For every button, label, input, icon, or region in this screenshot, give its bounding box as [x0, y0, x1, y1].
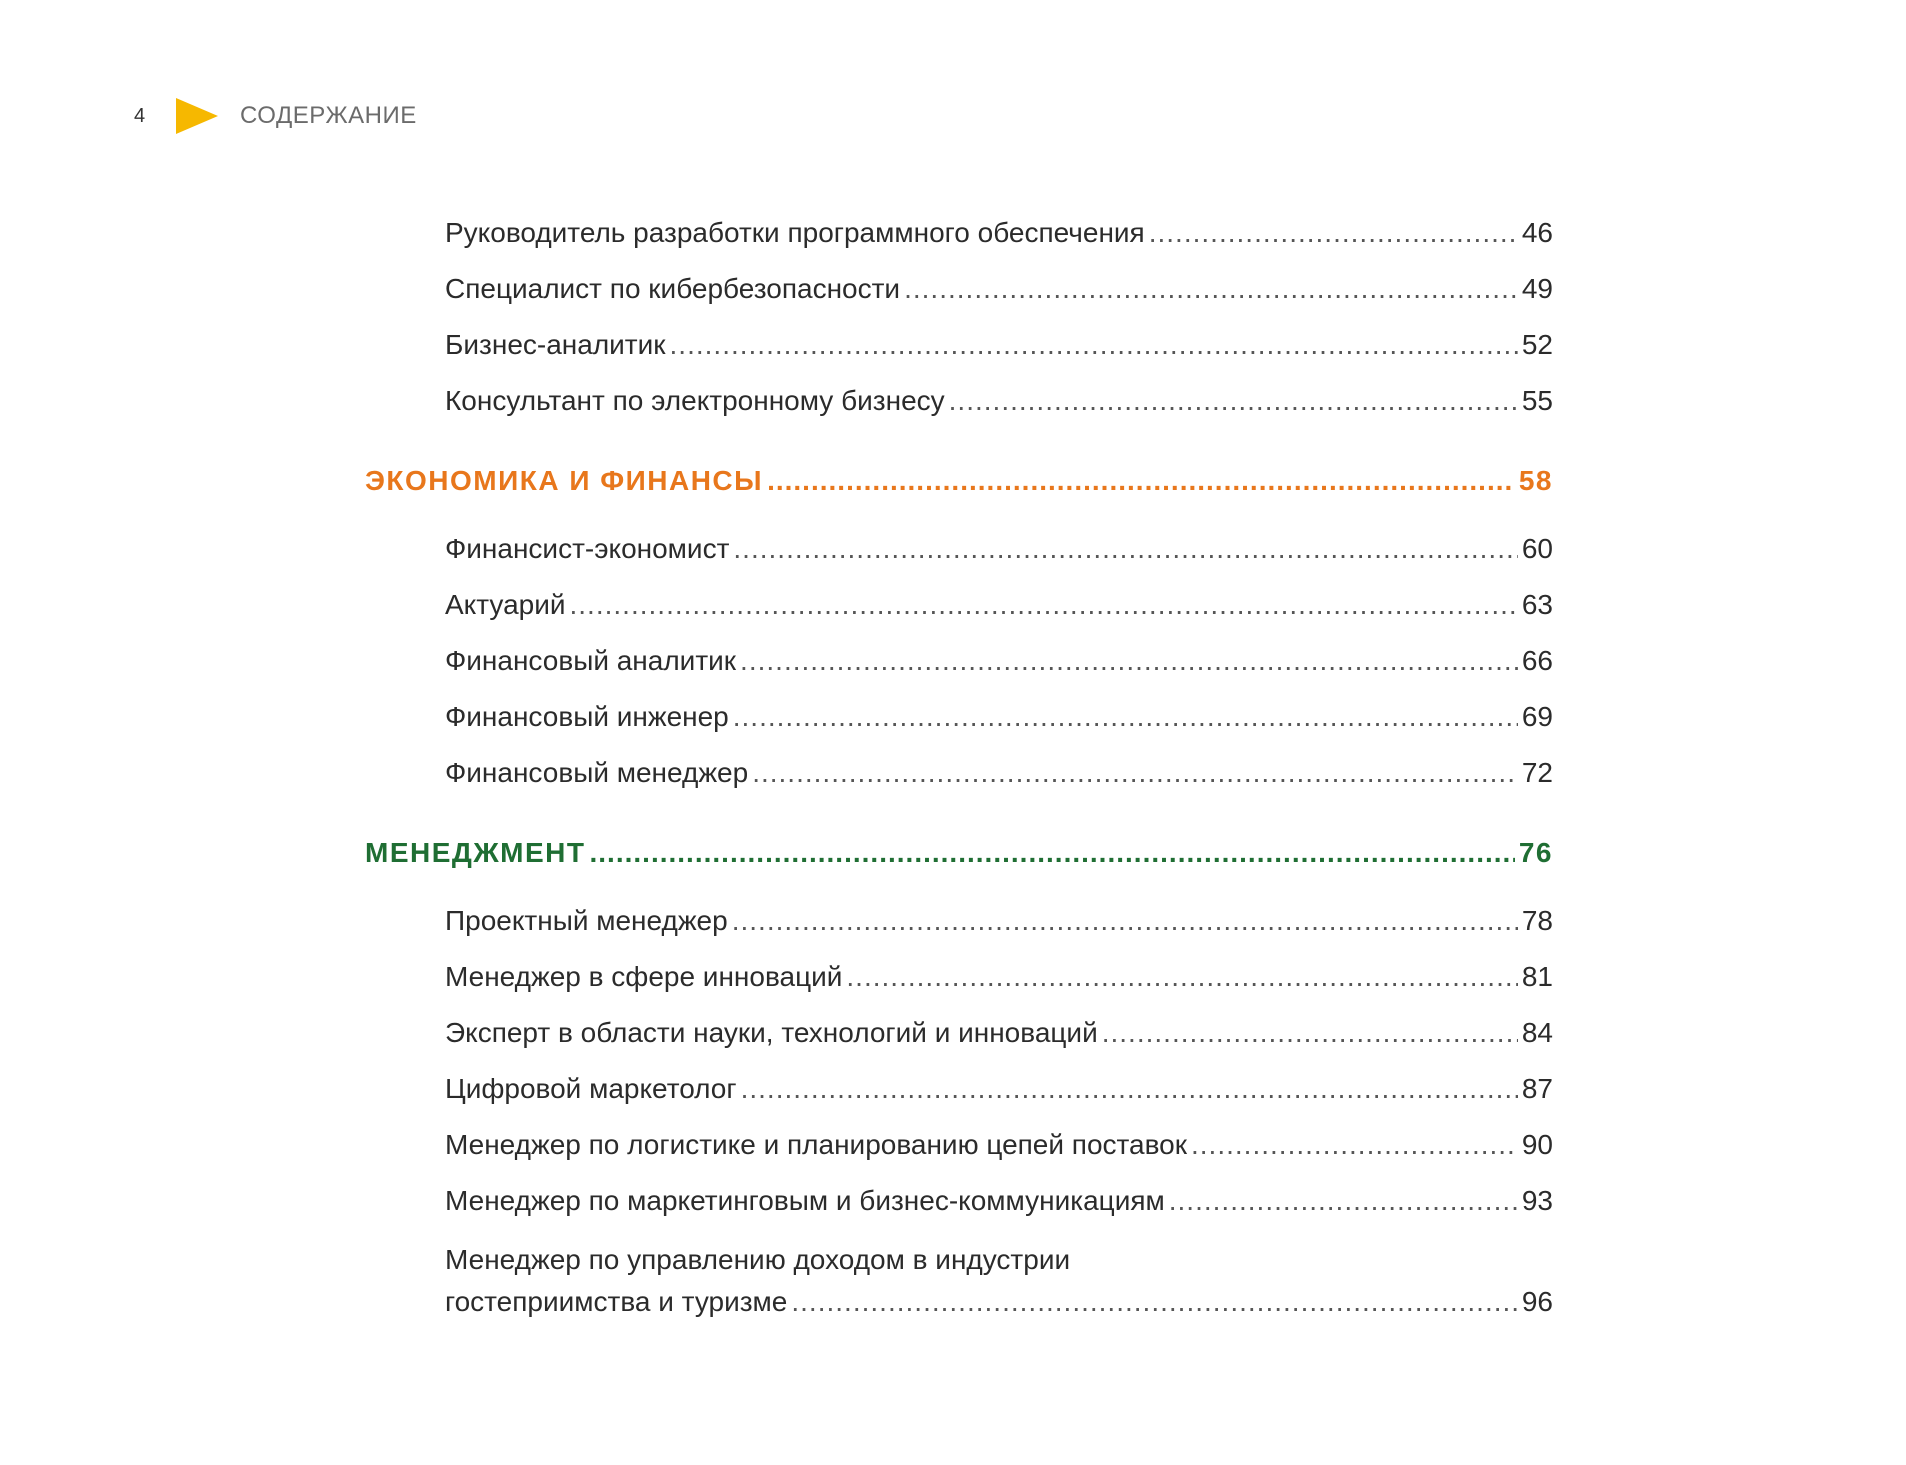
dot-leader: [1102, 1016, 1518, 1050]
section-page: 76: [1518, 837, 1553, 868]
toc-entry[interactable]: [365, 1005, 1553, 1061]
dot-leader: [1191, 1128, 1518, 1162]
arrow-icon: [176, 98, 218, 134]
toc-entry-title-line2: гостеприимства и туризме: [445, 1286, 788, 1317]
toc-entry-page: 63: [1521, 589, 1553, 620]
toc-entry-title: Специалист по кибербезопасности: [445, 273, 901, 304]
toc-entry-title: Финансовый аналитик: [445, 645, 737, 676]
dot-leader: [733, 532, 1517, 566]
toc-entry[interactable]: [365, 1229, 1553, 1323]
toc-entry-page: 78: [1521, 905, 1553, 936]
dot-leader: [904, 272, 1518, 306]
toc-entry-title: Финансовый менеджер: [445, 757, 749, 788]
dot-leader: [846, 960, 1517, 994]
toc-entry[interactable]: [365, 261, 1553, 317]
toc-entry[interactable]: [365, 1117, 1553, 1173]
toc-entry[interactable]: [365, 893, 1553, 949]
dot-leader: [949, 384, 1518, 418]
toc-entry[interactable]: [365, 745, 1553, 801]
toc-entry[interactable]: [365, 949, 1553, 1005]
toc-entry-page: 55: [1521, 385, 1553, 416]
toc-entry[interactable]: [365, 1061, 1553, 1117]
toc-entry-page: 66: [1521, 645, 1553, 676]
toc-entry[interactable]: [365, 577, 1553, 633]
dot-leader: [589, 836, 1514, 870]
toc-entry[interactable]: [365, 205, 1553, 261]
toc-entry-page: 49: [1521, 273, 1553, 304]
toc-entry-title: Бизнес-аналитик: [445, 329, 666, 360]
dot-leader: [1169, 1184, 1518, 1218]
toc-entry[interactable]: [365, 317, 1553, 373]
toc-entry-title: Консультант по электронному бизнесу: [445, 385, 945, 416]
dot-leader: [740, 644, 1518, 678]
toc-entry[interactable]: [365, 1173, 1553, 1229]
toc-entry-page: 93: [1521, 1185, 1553, 1216]
toc-entry-page: 60: [1521, 533, 1553, 564]
toc-entry-title: Менеджер в сфере инноваций: [445, 961, 843, 992]
toc-entry-title: Проектный менеджер: [445, 905, 728, 936]
toc-section-economics[interactable]: [365, 441, 1553, 521]
toc-entry-page: 46: [1521, 217, 1553, 248]
dot-leader: [791, 1281, 1517, 1323]
section-title: МЕНЕДЖМЕНТ: [365, 837, 586, 868]
toc-entry-page: 52: [1521, 329, 1553, 360]
dot-leader: [752, 756, 1518, 790]
toc-entry-page: 96: [1521, 1286, 1553, 1317]
dot-leader: [741, 1072, 1518, 1106]
toc-entry-page: 81: [1521, 961, 1553, 992]
toc-entry-line2: [445, 1281, 1553, 1323]
header-title: СОДЕРЖАНИЕ: [240, 102, 417, 129]
toc-entry-title-line1: Менеджер по управлению доходом в индустрии: [445, 1244, 1071, 1275]
toc-entry-page: 87: [1521, 1073, 1553, 1104]
dot-leader: [670, 328, 1518, 362]
toc-entry[interactable]: [365, 633, 1553, 689]
toc-entry-title: Актуарий: [445, 589, 566, 620]
toc-entry[interactable]: [365, 521, 1553, 577]
dot-leader: [1149, 216, 1518, 250]
toc-entry-title: Руководитель разработки программного обеспечения: [445, 217, 1145, 248]
toc-entry-title: Менеджер по маркетинговым и бизнес-коммуникациям: [445, 1185, 1165, 1216]
section-title: ЭКОНОМИКА И ФИНАНСЫ: [365, 465, 764, 496]
toc-entry-title: Финансовый инженер: [445, 701, 729, 732]
toc-section-management[interactable]: [365, 813, 1553, 893]
dot-leader: [732, 904, 1518, 938]
toc-entry-page: 84: [1521, 1017, 1553, 1048]
toc-entry-title: Финансист-экономист: [445, 533, 730, 564]
dot-leader: [570, 588, 1518, 622]
dot-leader: [733, 700, 1518, 734]
section-page: 58: [1518, 465, 1553, 496]
toc-entry-title: Менеджер по логистике и планированию цепей поставок: [445, 1129, 1187, 1160]
page-header: [134, 96, 417, 136]
toc-entry-page: 69: [1521, 701, 1553, 732]
toc-entry-title: Цифровой маркетолог: [445, 1073, 737, 1104]
table-of-contents: [365, 205, 1553, 1323]
toc-entry[interactable]: [365, 689, 1553, 745]
toc-entry-title: Эксперт в области науки, технологий и инноваций: [445, 1017, 1098, 1048]
toc-entry-page: 90: [1521, 1129, 1553, 1160]
toc-entry-page: 72: [1521, 757, 1553, 788]
dot-leader: [767, 464, 1515, 498]
page-number: 4: [134, 104, 146, 127]
toc-entry[interactable]: [365, 373, 1553, 429]
